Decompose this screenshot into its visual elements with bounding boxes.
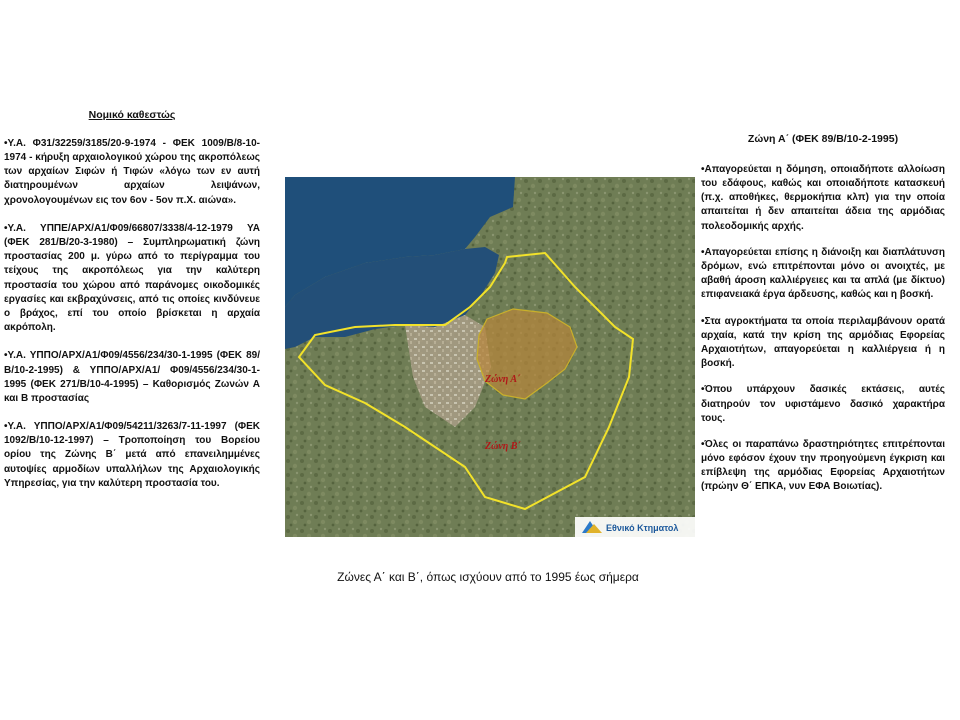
- zone-b-label: Ζώνη Β΄: [485, 441, 521, 452]
- cadastre-logo: [575, 517, 695, 537]
- rule-paragraph: •Στα αγροκτήματα τα οποία περιλαμβάνουν ορατά αρχαία, κατά την κρίση της αρμόδιας Εφορείας Αρχαιοτήτων, απαγορεύεται η καλλιέργεια ή η βοσκή.: [701, 315, 945, 370]
- rule-paragraph: •Όλες οι παραπάνω δραστηριότητες επιτρέπονται μόνο εφόσον έχουν την προηγούμενη έγκριση και επίβλεψη της αρμόδιας Εφορείας Αρχαιοτήτων (πρώην Θ΄ ΕΠΚΑ, νυν ΕΦΑ Βοιωτίας).: [701, 438, 945, 493]
- legal-paragraph: •Υ.Α. ΥΠΠΟ/ΑΡΧ/Α1/Φ09/4556/234/30-1-1995 (ΦΕΚ 89/Β/10-2-1995) & ΥΠΠΟ/ΑΡΧ/Α1/ Φ09/4556/234/30-1-1995 (ΦΕΚ 271/Β/10-4-1995) – Καθορισμός Ζωνών Α και Β προστασίας: [4, 350, 260, 404]
- zone-a-label: Ζώνη Α΄: [485, 374, 521, 385]
- legal-status-column: [4, 108, 260, 505]
- logo-text: Εθνικό Κτηματολ: [606, 523, 679, 533]
- rule-paragraph: •Απαγορεύεται η δόμηση, οποιαδήποτε αλλοίωση του εδάφους, καθώς και οποιαδήποτε κατασκευή (π.χ. αποθήκες, θερμοκήπια κλπ) για την οποία απαιτείται ή δεν απαιτείται άδεια της αρμόδιας πολεοδομικής αρχής.: [701, 163, 945, 232]
- zone-a-rules-column: [701, 132, 945, 507]
- map-caption: Ζώνες Α΄ και Β΄, όπως ισχύουν από το 1995 έως σήμερα: [337, 570, 639, 584]
- zone-a-heading: Ζώνη Α΄ (ΦΕΚ 89/Β/10-2-1995): [747, 133, 899, 145]
- legal-paragraph: •Υ.Α. ΥΠΠΟ/ΑΡΧ/Α1/Φ09/54211/3263/7-11-1997 (ΦΕΚ 1092/Β/10-12-1997) – Τροποποίηση του Βορείου ορίου της Ζώνης Β΄ μετά από επανειλημμένες αυτοψίες αρμοδίων υπαλλήλων της Αρχαιολογικής Υπηρεσίας, για την καλύτερη προστασία του.: [4, 421, 260, 489]
- aerial-map: [285, 177, 695, 537]
- rule-paragraph: •Όπου υπάρχουν δασικές εκτάσεις, αυτές διατηρούν τον υφιστάμενο δασικό χαρακτήρα τους.: [701, 384, 945, 424]
- legal-paragraph: •Υ.Α. ΥΠΠΕ/ΑΡΧ/Α1/Φ09/66807/3338/4-12-1979 ΥΑ (ΦΕΚ 281/Β/20-3-1980) – Συμπληρωματική ζώνη προστασίας 200 μ. γύρω από το περίγραμμα του τείχους της ακροπόλεως για την καλύτερη προστασία του χώρου από παράνομες οικοδομικές εργασίες και εκβραχύνσεις, από τις οποίες κινδύνευε ο βράχος, επί του οποίο βρίσκεται η αρχαία ακρόπολη.: [4, 222, 260, 334]
- legal-status-heading: Νομικό καθεστώς: [88, 109, 176, 121]
- rule-paragraph: •Απαγορεύεται επίσης η διάνοιξη και διαπλάτυνση δρόμων, ενώ επιτρέπονται μόνο οι ανοιχτές, με αβαθή άροση καλλιέργειες και τα απλά (με δίκτυο) επιφανειακά έργα άρδευσης, καθώς και η βοσκή.: [701, 246, 945, 301]
- legal-paragraph: •Υ.Α. Φ31/32259/3185/20-9-1974 - ΦΕΚ 1009/Β/8-10-1974 - κήρυξη αρχαιολογικού χώρου της ακροπόλεως των αρχαίων Σιφών ή Τιφών «λόγω των εν αυτή διατηρουμένων αρχαίων λειψάνων, χρονολογουμένων εις τον 6ον - 5ον π.Χ. αιώνα».: [4, 137, 260, 206]
- map-svg: [285, 177, 695, 537]
